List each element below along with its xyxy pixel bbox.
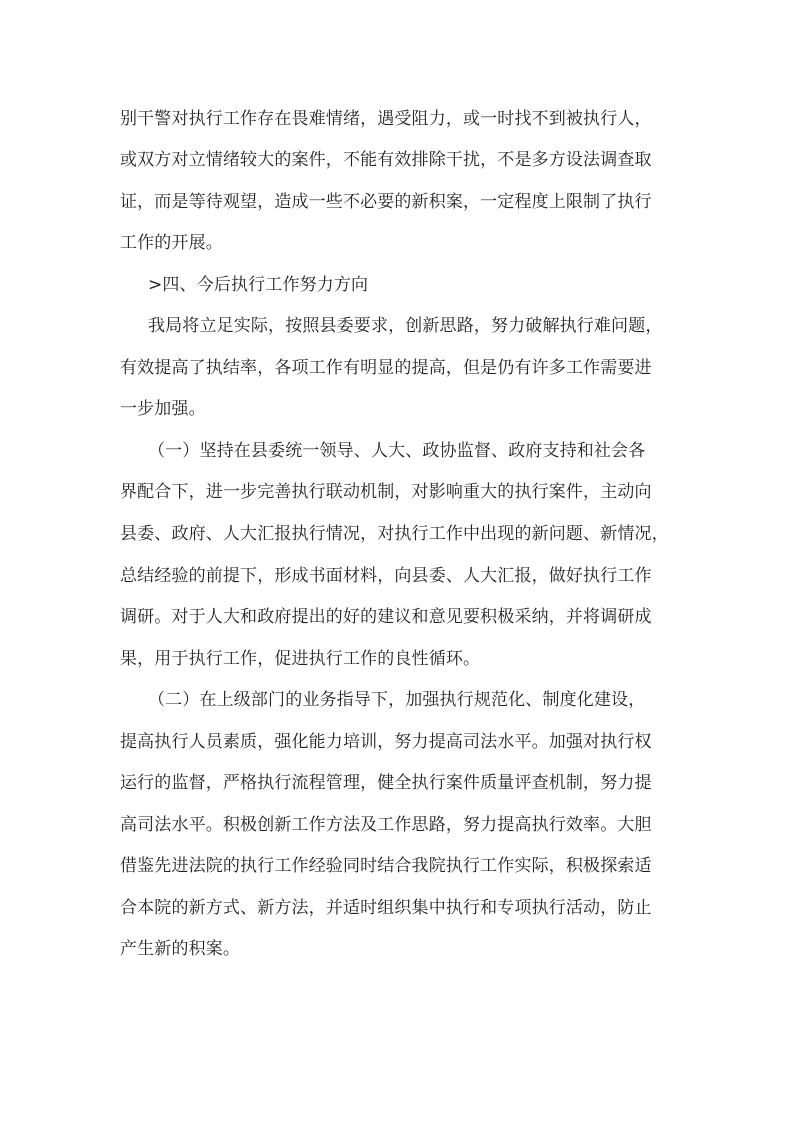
text-line: （二）在上级部门的业务指导下，加强执行规范化、制度化建设， (148, 690, 646, 710)
text-line: 我局将立足实际，按照县委要求，创新思路，努力破解执行难问题， (148, 316, 663, 336)
text-line: 高司法水平。积极创新工作方法及工作思路，努力提高执行效率。大胆 (120, 815, 652, 835)
text-line: 合本院的新方式、新方法，并适时组织集中执行和专项执行活动，防止 (120, 898, 652, 918)
text-line: 有效提高了执结率，各项工作有明显的提高，但是仍有许多工作需要进 (120, 358, 652, 378)
text-line: 证，而是等待观望，造成一些不必要的新积案，一定程度上限制了执行 (120, 192, 652, 212)
text-line: 界配合下，进一步完善执行联动机制，对影响重大的执行案件，主动向 (120, 482, 652, 502)
text-line: 运行的监督，严格执行流程管理，健全执行案件质量评查机制，努力提 (120, 773, 652, 793)
text-line: 提高执行人员素质，强化能力培训，努力提高司法水平。加强对执行权 (120, 732, 652, 752)
text-line: 总结经验的前提下，形成书面材料，向县委、人大汇报，做好执行工作 (120, 566, 652, 586)
text-line: 或双方对立情绪较大的案件，不能有效排除干扰，不是多方设法调查取 (120, 150, 652, 170)
text-line: 产生新的积案。 (120, 939, 241, 959)
text-line: 借鉴先进法院的执行工作经验同时结合我院执行工作实际，积极探索适 (120, 856, 652, 876)
section-heading: >四、今后执行工作努力方向 (148, 275, 369, 295)
text-line: 别干警对执行工作存在畏难情绪，遇受阻力，或一时找不到被执行人， (120, 109, 652, 129)
text-line: 调研。对于人大和政府提出的好的建议和意见要积极采纳，并将调研成 (120, 607, 652, 627)
text-line: （一）坚持在县委统一领导、人大、政协监督、政府支持和社会各 (148, 441, 646, 461)
text-line: 一步加强。 (120, 399, 206, 419)
text-line: 县委、政府、人大汇报执行情况，对执行工作中出现的新问题、新情况， (120, 524, 669, 544)
text-line: 工作的开展。 (120, 233, 223, 253)
text-line: 果，用于执行工作，促进执行工作的良性循环。 (120, 649, 481, 669)
